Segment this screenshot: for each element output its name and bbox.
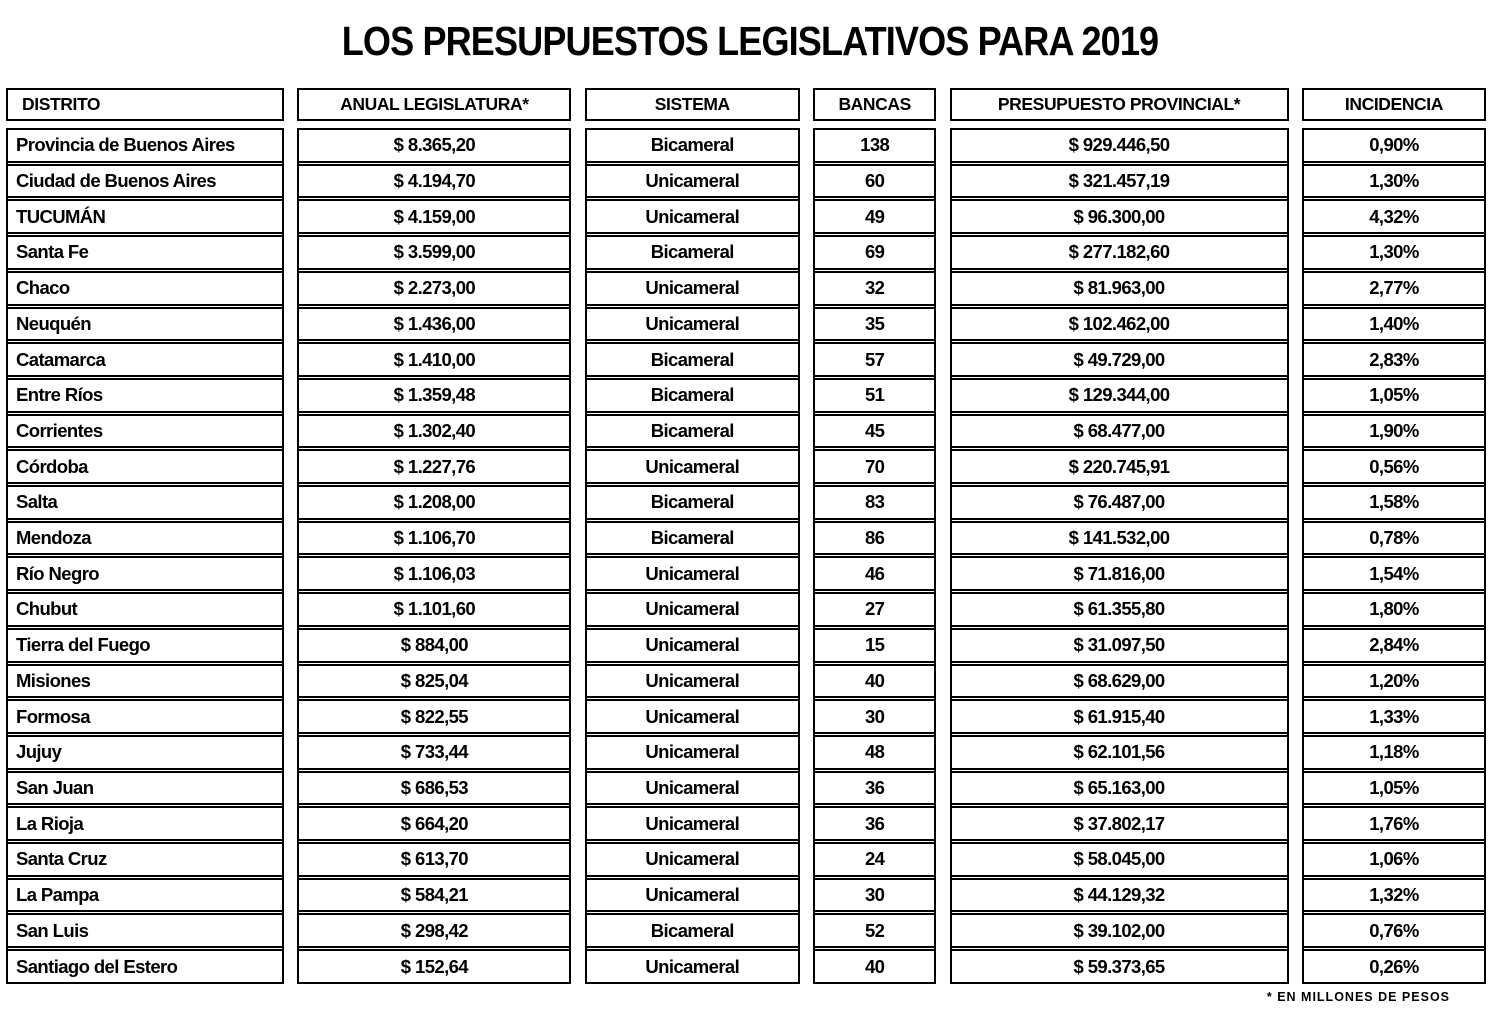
- table-cell: 57: [815, 344, 934, 380]
- table-cell: 36: [815, 808, 934, 844]
- table-cell: 15: [815, 630, 934, 666]
- table-cell: 1,05%: [1304, 773, 1484, 809]
- table-cell: $ 61.355,80: [952, 594, 1287, 630]
- table-cell: 2,84%: [1304, 630, 1484, 666]
- table-cell: 35: [815, 309, 934, 345]
- column-incidencia: [1302, 88, 1486, 984]
- table-cell: $ 44.129,32: [952, 880, 1287, 916]
- table-cell: 138: [815, 130, 934, 166]
- table-cell: $ 4.159,00: [299, 201, 569, 237]
- table-cell: Chaco: [8, 273, 282, 309]
- table-cell: Unicameral: [587, 309, 798, 345]
- table-cell: Unicameral: [587, 451, 798, 487]
- table-cell: 48: [815, 737, 934, 773]
- table-cell: $ 1.359,48: [299, 380, 569, 416]
- table-cell: 51: [815, 380, 934, 416]
- table-cell: $ 220.745,91: [952, 451, 1287, 487]
- table-cell: Unicameral: [587, 773, 798, 809]
- table-cell: 40: [864, 955, 885, 977]
- table-cell: 27: [815, 594, 934, 630]
- table-cell: Bicameral: [587, 487, 798, 523]
- table-cell: $ 49.729,00: [952, 344, 1287, 380]
- footnote: * EN MILLONES DE PESOS: [1266, 990, 1450, 1004]
- table-cell: $ 277.182,60: [952, 237, 1287, 273]
- table-cell: $ 822,55: [299, 701, 569, 737]
- table-cell: $ 584,21: [299, 880, 569, 916]
- column-distrito: [6, 88, 284, 984]
- table-cell: Unicameral: [587, 201, 798, 237]
- table-cell: Unicameral: [587, 666, 798, 702]
- table-cell: $ 62.101,56: [952, 737, 1287, 773]
- column-header-sistema: SISTEMA: [585, 88, 800, 121]
- column-header-presupuesto-provincial: PRESUPUESTO PROVINCIAL*: [950, 88, 1289, 121]
- table-cell: Córdoba: [8, 451, 282, 487]
- table-cell: Unicameral: [587, 880, 798, 916]
- table-cell: 69: [815, 237, 934, 273]
- table-cell: $ 4.194,70: [299, 166, 569, 202]
- table-cell: $ 1.410,00: [299, 344, 569, 380]
- table-cell: $ 1.208,00: [299, 487, 569, 523]
- table-cell: $ 1.101,60: [299, 594, 569, 630]
- table-cell: 70: [815, 451, 934, 487]
- table-cell: Río Negro: [8, 558, 282, 594]
- table-cell: Jujuy: [8, 737, 282, 773]
- table-cell: San Luis: [8, 915, 282, 951]
- column-anual-legislatura: [297, 88, 571, 984]
- table-cell: 1,76%: [1304, 808, 1484, 844]
- table-cell: 30: [815, 880, 934, 916]
- table-cell: Unicameral: [587, 701, 798, 737]
- table-cell: Formosa: [8, 701, 282, 737]
- table-cell: $ 37.802,17: [952, 808, 1287, 844]
- column-bancas: [813, 88, 936, 984]
- table-cell: $ 141.532,00: [952, 523, 1287, 559]
- table-cell: $ 733,44: [299, 737, 569, 773]
- table-cell: 4,32%: [1304, 201, 1484, 237]
- table-cell: Santa Fe: [8, 237, 282, 273]
- table-cell: $ 884,00: [299, 630, 569, 666]
- table-cell: $ 81.963,00: [952, 273, 1287, 309]
- table-cell: $ 1.436,00: [299, 309, 569, 345]
- table-cell: Corrientes: [8, 416, 282, 452]
- table-cell: Unicameral: [587, 558, 798, 594]
- table-cell: $ 2.273,00: [299, 273, 569, 309]
- table-cell: 1,80%: [1304, 594, 1484, 630]
- column-body-presupuesto-provincial: [950, 128, 1289, 984]
- table-cell: 49: [815, 201, 934, 237]
- table-cell: $ 129.344,00: [952, 380, 1287, 416]
- table-cell: $ 298,42: [299, 915, 569, 951]
- table-cell: TUCUMÁN: [8, 201, 282, 237]
- table-cell: Catamarca: [8, 344, 282, 380]
- table-cell: $ 76.487,00: [952, 487, 1287, 523]
- table-cell: Neuquén: [8, 309, 282, 345]
- table-cell: Ciudad de Buenos Aires: [8, 166, 282, 202]
- table-cell: Bicameral: [587, 915, 798, 951]
- column-body-bancas: [813, 128, 936, 984]
- table-cell: 1,20%: [1304, 666, 1484, 702]
- table-cell: $ 1.106,70: [299, 523, 569, 559]
- table-cell: $ 31.097,50: [952, 630, 1287, 666]
- table-cell: 1,33%: [1304, 701, 1484, 737]
- table-cell: 0,56%: [1304, 451, 1484, 487]
- table-cell: Unicameral: [645, 955, 740, 977]
- table-cell: Unicameral: [587, 273, 798, 309]
- table-cell: 0,26%: [1369, 955, 1419, 977]
- table-cell: 52: [815, 915, 934, 951]
- table-cell: Santa Cruz: [8, 844, 282, 880]
- table-cell: 0,90%: [1304, 130, 1484, 166]
- table-cell: $ 68.477,00: [952, 416, 1287, 452]
- column-body-anual-legislatura: [297, 128, 571, 984]
- column-body-distrito: [6, 128, 284, 984]
- column-header-distrito: DISTRITO: [6, 88, 284, 121]
- table-cell: $ 102.462,00: [952, 309, 1287, 345]
- table-cell: Provincia de Buenos Aires: [8, 130, 282, 166]
- table-cell: $ 58.045,00: [952, 844, 1287, 880]
- table-cell: Unicameral: [587, 808, 798, 844]
- table-cell: $ 929.446,50: [952, 130, 1287, 166]
- table-cell: Entre Ríos: [8, 380, 282, 416]
- table-cell: 24: [815, 844, 934, 880]
- table-cell: 1,90%: [1304, 416, 1484, 452]
- table-cell: 1,32%: [1304, 880, 1484, 916]
- table-cell: 1,05%: [1304, 380, 1484, 416]
- table-cell: Chubut: [8, 594, 282, 630]
- column-body-incidencia: [1302, 128, 1486, 984]
- budgets-table: [0, 88, 1500, 984]
- table-cell: Bicameral: [587, 523, 798, 559]
- table-cell: $ 39.102,00: [952, 915, 1287, 951]
- table-cell: 0,78%: [1304, 523, 1484, 559]
- table-cell: 1,18%: [1304, 737, 1484, 773]
- table-cell: Unicameral: [587, 166, 798, 202]
- table-cell: Bicameral: [587, 416, 798, 452]
- table-cell: $ 65.163,00: [952, 773, 1287, 809]
- table-cell: Unicameral: [587, 737, 798, 773]
- table-cell: 1,30%: [1304, 237, 1484, 273]
- table-cell: Bicameral: [587, 344, 798, 380]
- table-cell: $ 59.373,65: [1073, 955, 1165, 977]
- column-header-bancas: BANCAS: [813, 88, 936, 121]
- table-cell: $ 8.365,20: [299, 130, 569, 166]
- table-cell: 0,76%: [1304, 915, 1484, 951]
- column-body-sistema: [585, 128, 800, 984]
- table-cell: 1,30%: [1304, 166, 1484, 202]
- table-cell: 1,58%: [1304, 487, 1484, 523]
- table-cell: 2,77%: [1304, 273, 1484, 309]
- table-cell: $ 1.227,76: [299, 451, 569, 487]
- table-cell: 83: [815, 487, 934, 523]
- table-cell: $ 686,53: [299, 773, 569, 809]
- table-cell: $ 3.599,00: [299, 237, 569, 273]
- table-cell: San Juan: [8, 773, 282, 809]
- table-cell: Misiones: [8, 666, 282, 702]
- table-cell: Unicameral: [587, 630, 798, 666]
- table-cell: Unicameral: [587, 844, 798, 880]
- table-cell: 2,83%: [1304, 344, 1484, 380]
- table-cell: 30: [815, 701, 934, 737]
- table-cell: 1,54%: [1304, 558, 1484, 594]
- table-cell: 1,40%: [1304, 309, 1484, 345]
- table-cell: Mendoza: [8, 523, 282, 559]
- table-cell: $ 825,04: [299, 666, 569, 702]
- table-cell: La Rioja: [8, 808, 282, 844]
- table-cell: 40: [815, 666, 934, 702]
- page-title: LOS PRESUPUESTOS LEGISLATIVOS PARA 2019: [341, 18, 1159, 64]
- table-cell: $ 96.300,00: [952, 201, 1287, 237]
- table-cell: 1,06%: [1304, 844, 1484, 880]
- column-sistema: [585, 88, 800, 984]
- table-cell: Tierra del Fuego: [8, 630, 282, 666]
- table-cell: 32: [815, 273, 934, 309]
- table-cell: $ 61.915,40: [952, 701, 1287, 737]
- table-cell: 46: [815, 558, 934, 594]
- table-cell: Bicameral: [587, 380, 798, 416]
- table-cell: $ 613,70: [299, 844, 569, 880]
- table-cell: 36: [815, 773, 934, 809]
- table-cell: $ 1.106,03: [299, 558, 569, 594]
- table-cell: Santiago del Estero: [16, 955, 178, 977]
- table-cell: Unicameral: [587, 594, 798, 630]
- table-cell: $ 321.457,19: [952, 166, 1287, 202]
- table-cell: Bicameral: [587, 130, 798, 166]
- table-cell: $ 1.302,40: [299, 416, 569, 452]
- table-cell: 45: [815, 416, 934, 452]
- table-cell: 86: [815, 523, 934, 559]
- table-cell: $ 68.629,00: [952, 666, 1287, 702]
- table-cell: $ 152,64: [400, 955, 468, 977]
- table-cell: La Pampa: [8, 880, 282, 916]
- table-cell: Bicameral: [587, 237, 798, 273]
- column-presupuesto-provincial: [950, 88, 1289, 984]
- table-cell: $ 71.816,00: [952, 558, 1287, 594]
- table-cell: 60: [815, 166, 934, 202]
- column-header-incidencia: INCIDENCIA: [1302, 88, 1486, 121]
- table-cell: Salta: [8, 487, 282, 523]
- table-cell: $ 664,20: [299, 808, 569, 844]
- column-header-anual-legislatura: ANUAL LEGISLATURA*: [297, 88, 571, 121]
